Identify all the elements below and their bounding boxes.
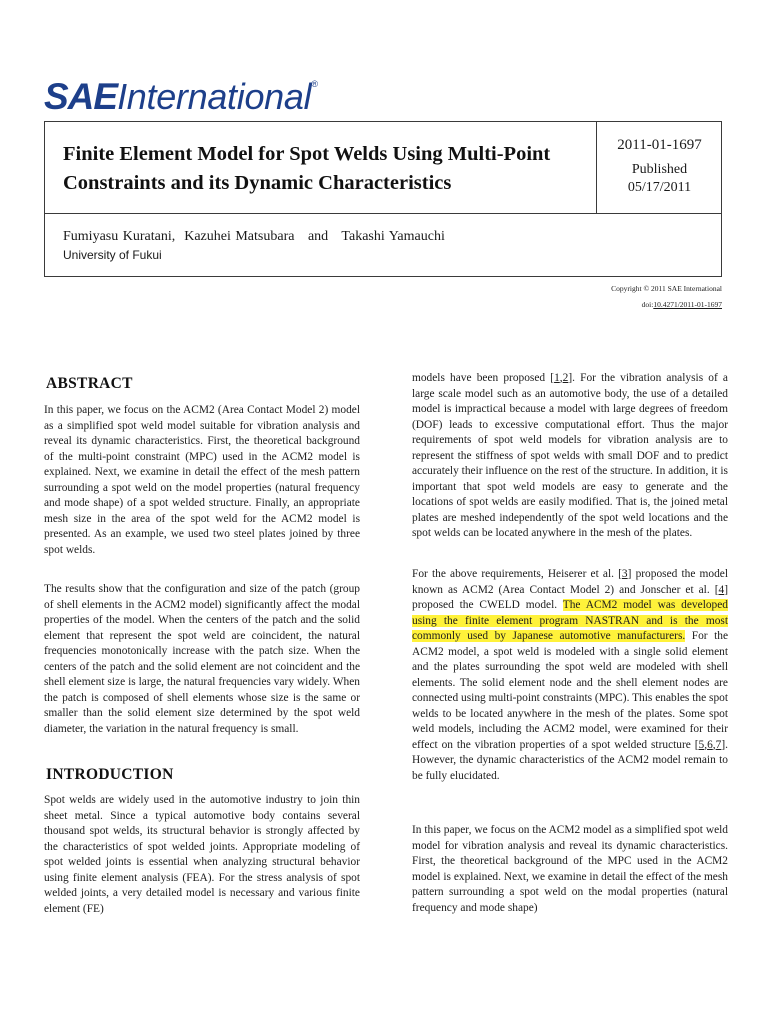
abstract-paragraph-2: The results show that the configuration and size of the patch (group of shell elements in the ACM2 model) significantly affect the modal properties of the model. When the centers of the patch and the solid element that represent the spot weld are coincident, the natural frequencies monotonically increase with the patch size. When the centers of the patch and the solid element are not coincident and the shell element size is large, the natural frequencies vary widely. When the patch is composed of shell elements whose size is the same or smaller than the solid element size determined by the spot weld diameter, the variation in the natural frequency is small.	[44, 583, 360, 735]
logo-registered-mark: ®	[311, 79, 318, 89]
abstract-heading: ABSTRACT	[46, 375, 133, 392]
author-affiliation: University of Fukui	[63, 248, 162, 262]
citation-link[interactable]: 4	[718, 583, 725, 596]
doi-line	[642, 300, 722, 309]
published-label: Published	[631, 162, 688, 177]
paper-title: Finite Element Model for Spot Welds Using Multi-Point Constraints and its Dynamic Characteristics	[63, 143, 551, 194]
introduction-paragraph-4: In this paper, we focus on the ACM2 model as a simplified spot weld model for vibration analysis and reveal its dynamic characteristics. First, the theoretical background of the MPC used in the ACM2 model is explained. Next, we examine in detail the effect of the mesh pattern surrounding a spot weld on the modal properties (natural frequency and mode shape)	[412, 824, 728, 914]
highlighted-sentence: The ACM2 model was developed using the finite element program NASTRAN and is the most commonly used by Japanese automotive manufacturers.	[412, 599, 728, 642]
doi-prefix: doi:	[641, 300, 654, 309]
citation-link[interactable]: 3	[621, 568, 628, 580]
introduction-heading: INTRODUCTION	[46, 766, 174, 783]
paper-header-box	[44, 121, 722, 277]
abstract-paragraph-1: In this paper, we focus on the ACM2 (Area Contact Model 2) model as a simplified spot weld model suitable for vibration analysis and reveal its dynamic characteristics. First, the theoretical background of the multi-point constraint (MPC) used in the ACM2 model is explained. Next, we examine in detail the effect of the mesh pattern surrounding a spot weld on the model properties (natural frequency and mode shape) of a spot welded structure. Finally, an appropriate mesh size in the area of the spot weld for the ACM2 model is presented. As an example, we used two steel plates joined by three spot welds.	[44, 404, 360, 556]
author-list: Fumiyasu Kuratani, Kazuhei Matsubara and Takashi Yamauchi	[63, 229, 445, 244]
citation-link[interactable]: 7	[715, 738, 722, 751]
citation-link[interactable]: 6	[707, 738, 713, 751]
sae-international-logo	[44, 78, 318, 115]
logo-sae: SAE	[44, 76, 118, 117]
header-divider-horizontal	[45, 213, 721, 214]
citation-link[interactable]: 2	[562, 372, 569, 384]
citation-link[interactable]: 1	[554, 372, 560, 384]
copyright-notice: Copyright © 2011 SAE International	[611, 284, 722, 293]
introduction-paragraph-2: models have been proposed [1,2]. For the vibration analysis of a large scale model such as an automotive body, the use of a detailed model is impractical because a model with large degrees of freedom (DOF) leads to excessive computational effort. Thus the major requirements of spot weld models for vibration analysis are to represent the stiffness of spot welds with small DOF and to predict accurately their influence on the rest of the structure. In addition, it is important that spot weld models are easy to generate and the locations of spot welds are easily modified. That is, the joined metal plates are meshed independently of the spot weld locations and the spot welds can be located anywhere in the mesh of the plates.	[412, 372, 728, 539]
introduction-paragraph-3: For the above requirements, Heiserer et al. [3] proposed the model known as ACM2 (Area Contact Model 2) and Jonscher et al. [4] proposed the CWELD model. The ACM2 model was developed using the finite element program NASTRAN and is the most commonly used by Japanese automotive manufacturers. For the ACM2 model, a spot weld is modeled with a single solid element and the plates surrounding the spot weld are modeled with shell elements. The solid element node and the shell element nodes are connected using multi-point constraints (MPC). This enables the spot welds to be located anywhere in the mesh of the plates. Some spot weld models, including the ACM2 model, were examined for their effect on the vibration properties of a spot welded structure [5,6,7]. However, the dynamic characteristics of the ACM2 model remain to be fully elucidated.	[412, 568, 729, 782]
doi-link[interactable]: 10.4271/2011-01-1697	[653, 300, 722, 309]
introduction-paragraph-1: Spot welds are widely used in the automotive industry to join thin sheet metal. Since a typical automotive body contains several thousand spot welds, its structural behavior is strongly affected by the characteristics of spot welded joints. Appropriate modeling of spot welded joints is essential when analyzing structural behavior using finite element analysis (FEA). For the stress analysis of spot welded joints, a very detailed model is necessary and various finite element (FE)	[44, 794, 360, 915]
paper-number: 2011-01-1697	[617, 137, 702, 153]
logo-international: International	[117, 76, 312, 117]
published-date: 05/17/2011	[627, 180, 692, 195]
citation-link[interactable]: 5	[698, 738, 705, 751]
